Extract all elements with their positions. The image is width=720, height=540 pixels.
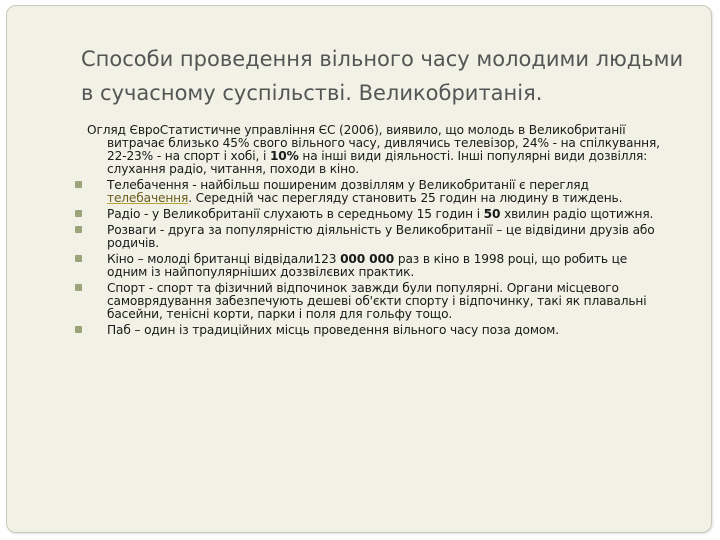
intro-value-sport: 22-23% (107, 149, 154, 163)
bullet-value: 50 (483, 207, 501, 221)
list-item-tv (87, 179, 671, 205)
square-bullet-icon (75, 284, 82, 291)
bullet-value: 000 000 (340, 252, 395, 266)
square-bullet-icon (75, 210, 82, 217)
square-bullet-icon (75, 255, 82, 262)
bullet-text: Розваги - друга за популярністю діяльність у Великобританії – це відвідини друзів або родичів. (107, 223, 655, 250)
intro-text: на інші види діяльності. Інші популярні види дозвілля: слухання радіо, читання, походи в кіно. (107, 149, 648, 176)
square-bullet-icon (75, 326, 82, 333)
bullet-text: Спорт - спорт та фізичний відпочинок завжди були популярні. Органи місцевого самоврядування забезпечують дешеві об'єкти спорту і відпочинку, такі як плавальні басейни, тенісні корти, парки і поля для гольфу тощо. (107, 281, 647, 321)
intro-text: - на спілкування, (548, 136, 660, 150)
square-bullet-icon (75, 226, 82, 233)
list-item-sport (87, 282, 671, 321)
bullet-text: Радіо - у Великобританії слухають в середньому 15 годин і (107, 207, 484, 221)
intro-value-other: 10% (269, 149, 299, 163)
bullet-text: Телебачення - найбільш поширеним дозвіллям у Великобританії є перегляд (107, 178, 589, 192)
slide-title: Способи проведення вільного часу молодими людьми в сучасному суспільстві. Великобританія. (81, 47, 684, 105)
list-item-radio (87, 208, 671, 221)
intro-value-tv: 45% (222, 136, 250, 150)
list-item-entertainment (87, 224, 671, 250)
bullet-list (87, 179, 671, 337)
bullet-text: Кіно – молоді британці відвідали123 (107, 252, 341, 266)
intro-value-communication: 24% (522, 136, 549, 150)
bullet-text: раз в кіно в 1998 році, що робить це одним із найпопулярніших доззвілєвих практик. (107, 252, 628, 279)
intro-text: свого вільного часу, дивлячись телевізор, (249, 136, 523, 150)
list-item-pub (87, 324, 671, 337)
intro-text: Огляд ЄвроСтатистичне управління ЄС (2006), виявило, що молодь в Великобританії витрачає близько (87, 123, 626, 150)
intro-text: - на спорт і хобі, і (153, 149, 270, 163)
intro-paragraph (87, 124, 671, 176)
square-bullet-icon (75, 181, 82, 188)
slide (6, 5, 712, 533)
tv-link[interactable]: телебачення (107, 191, 189, 205)
slide-body (87, 124, 671, 340)
list-item-cinema (87, 253, 671, 279)
bullet-text: . Середній час перегляду становить 25 годин на людину в тиждень. (188, 191, 623, 205)
bullet-text: хвилин радіо щотижня. (500, 207, 654, 221)
bullet-text: Паб – один із традиційних місць проведення вільного часу поза домом. (107, 323, 559, 337)
